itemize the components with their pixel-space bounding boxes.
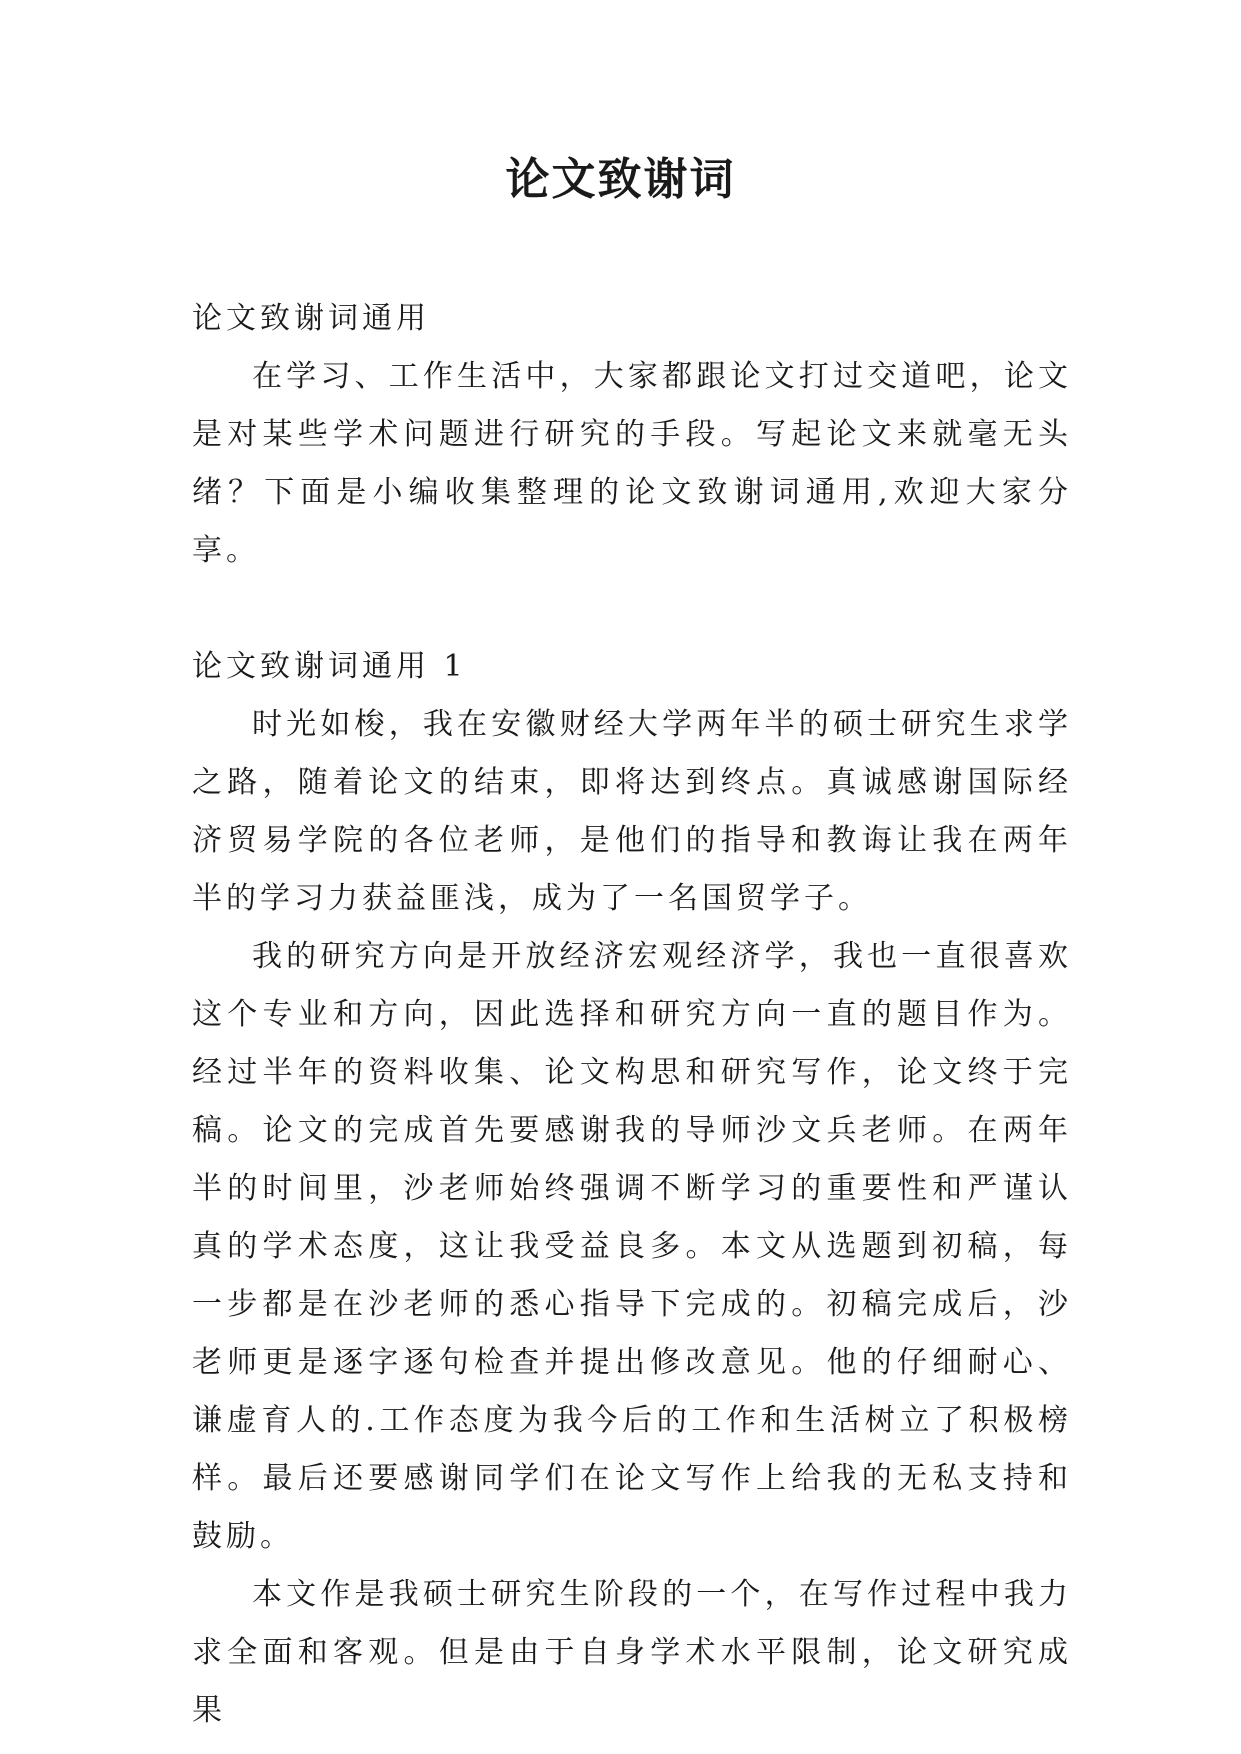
document-body [192,290,1072,1740]
body-paragraph: 我的研究方向是开放经济宏观经济学，我也一直很喜欢这个专业和方向，因此选择和研究方向一直的题目作为。经过半年的资料收集、论文构思和研究写作，论文终于完稿。论文的完成首先要感谢我的导师沙文兵老师。在两年半的时间里，沙老师始终强调不断学习的重要性和严谨认真的学术态度，这让我受益良多。本文从选题到初稿，每一步都是在沙老师的悉心指导下完成的。初稿完成后，沙老师更是逐字逐句检查并提出修改意见。他的仔细耐心、谦虚育人的.工作态度为我今后的工作和生活树立了积极榜样。最后还要感谢同学们在论文写作上给我的无私支持和鼓励。 [192,939,1072,1554]
body-paragraph: 时光如梭，我在安徽财经大学两年半的硕士研究生求学之路，随着论文的结束，即将达到终点。真诚感谢国际经济贸易学院的各位老师，是他们的指导和教诲让我在两年半的学习力获益匪浅，成为了一名国贸学子。 [192,707,1072,916]
intro-paragraph: 在学习、工作生活中，大家都跟论文打过交道吧，论文是对某些学术问题进行研究的手段。写起论文来就毫无头绪？下面是小编收集整理的论文致谢词通用,欢迎大家分享。 [192,359,1072,568]
document-title: 论文致谢词 [505,154,736,205]
section-heading-intro: 论文致谢词通用 [192,301,430,336]
section-heading-1: 论文致谢词通用 1 [192,649,467,684]
body-paragraph: 本文作是我硕士研究生阶段的一个，在写作过程中我力求全面和客观。但是由于自身学术水平限制，论文研究成果 [192,1577,1072,1728]
paragraph-spacer [192,580,1072,638]
